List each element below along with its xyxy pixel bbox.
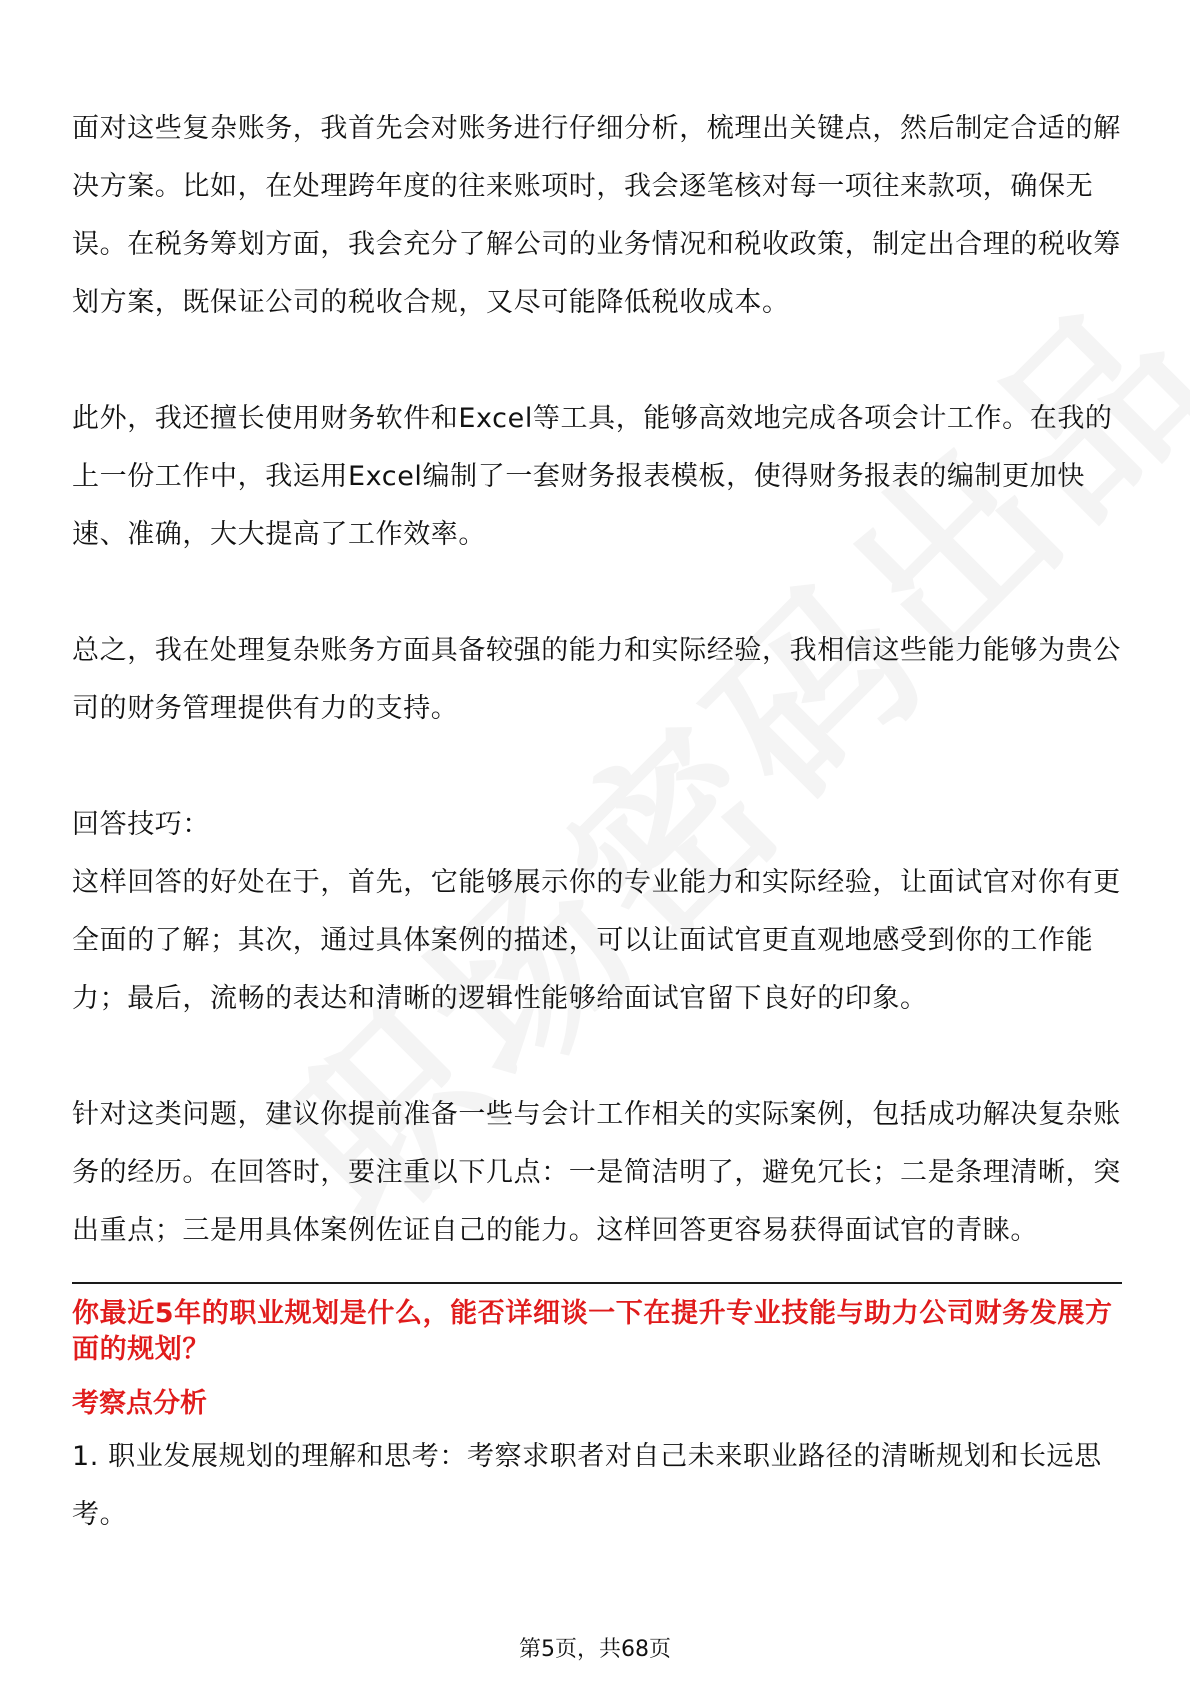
page-number: 第5页，共68页 — [519, 1637, 671, 1662]
analysis-item: 1. 职业发展规划的理解和思考：考察求职者对自己未来职业路径的清晰规划和长远思考。 — [72, 1441, 1102, 1530]
paragraph-software-skills: 此外，我还擅长使用财务软件和Excel等工具，能够高效地完成各项会计工作。在我的上一份工作中，我运用Excel编制了一套财务报表模板，使得财务报表的编制更加快速、准确，大大提高了工作效率。 — [72, 403, 1113, 550]
paragraph-tips: 这样回答的好处在于，首先，它能够展示你的专业能力和实际经验，让面试官对你有更全面的了解；其次，通过具体案例的描述，可以让面试官更直观地感受到你的工作能力；最后，流畅的表达和清晰的逻辑性能够给面试官留下良好的印象。 — [72, 867, 1121, 1014]
paragraph-advice: 针对这类问题，建议你提前准备一些与会计工作相关的实际案例，包括成功解决复杂账务的经历。在回答时，要注重以下几点：一是简洁明了，避免冗长；二是条理清晰，突出重点；三是用具体案例佐证自己的能力。这样回答更容易获得面试官的青睐。 — [72, 1099, 1121, 1246]
question-heading: 你最近5年的职业规划是什么，能否详细谈一下在提升专业技能与助力公司财务发展方面的规划？ — [72, 1298, 1113, 1365]
tips-label: 回答技巧： — [72, 809, 210, 840]
analysis-heading: 考察点分析 — [72, 1388, 207, 1419]
paragraph-complex-accounts: 面对这些复杂账务，我首先会对账务进行仔细分析，梳理出关键点，然后制定合适的解决方案。比如，在处理跨年度的往来账项时，我会逐笔核对每一项往来款项，确保无误。在税务筹划方面，我会充分了解公司的业务情况和税收政策，制定出合理的税收筹划方案，既保证公司的税收合规，又尽可能降低税收成本。 — [72, 113, 1121, 318]
document-body — [72, 100, 1122, 1544]
section-divider — [72, 1282, 1122, 1284]
paragraph-summary: 总之，我在处理复杂账务方面具备较强的能力和实际经验，我相信这些能力能够为贵公司的财务管理提供有力的支持。 — [72, 635, 1121, 724]
